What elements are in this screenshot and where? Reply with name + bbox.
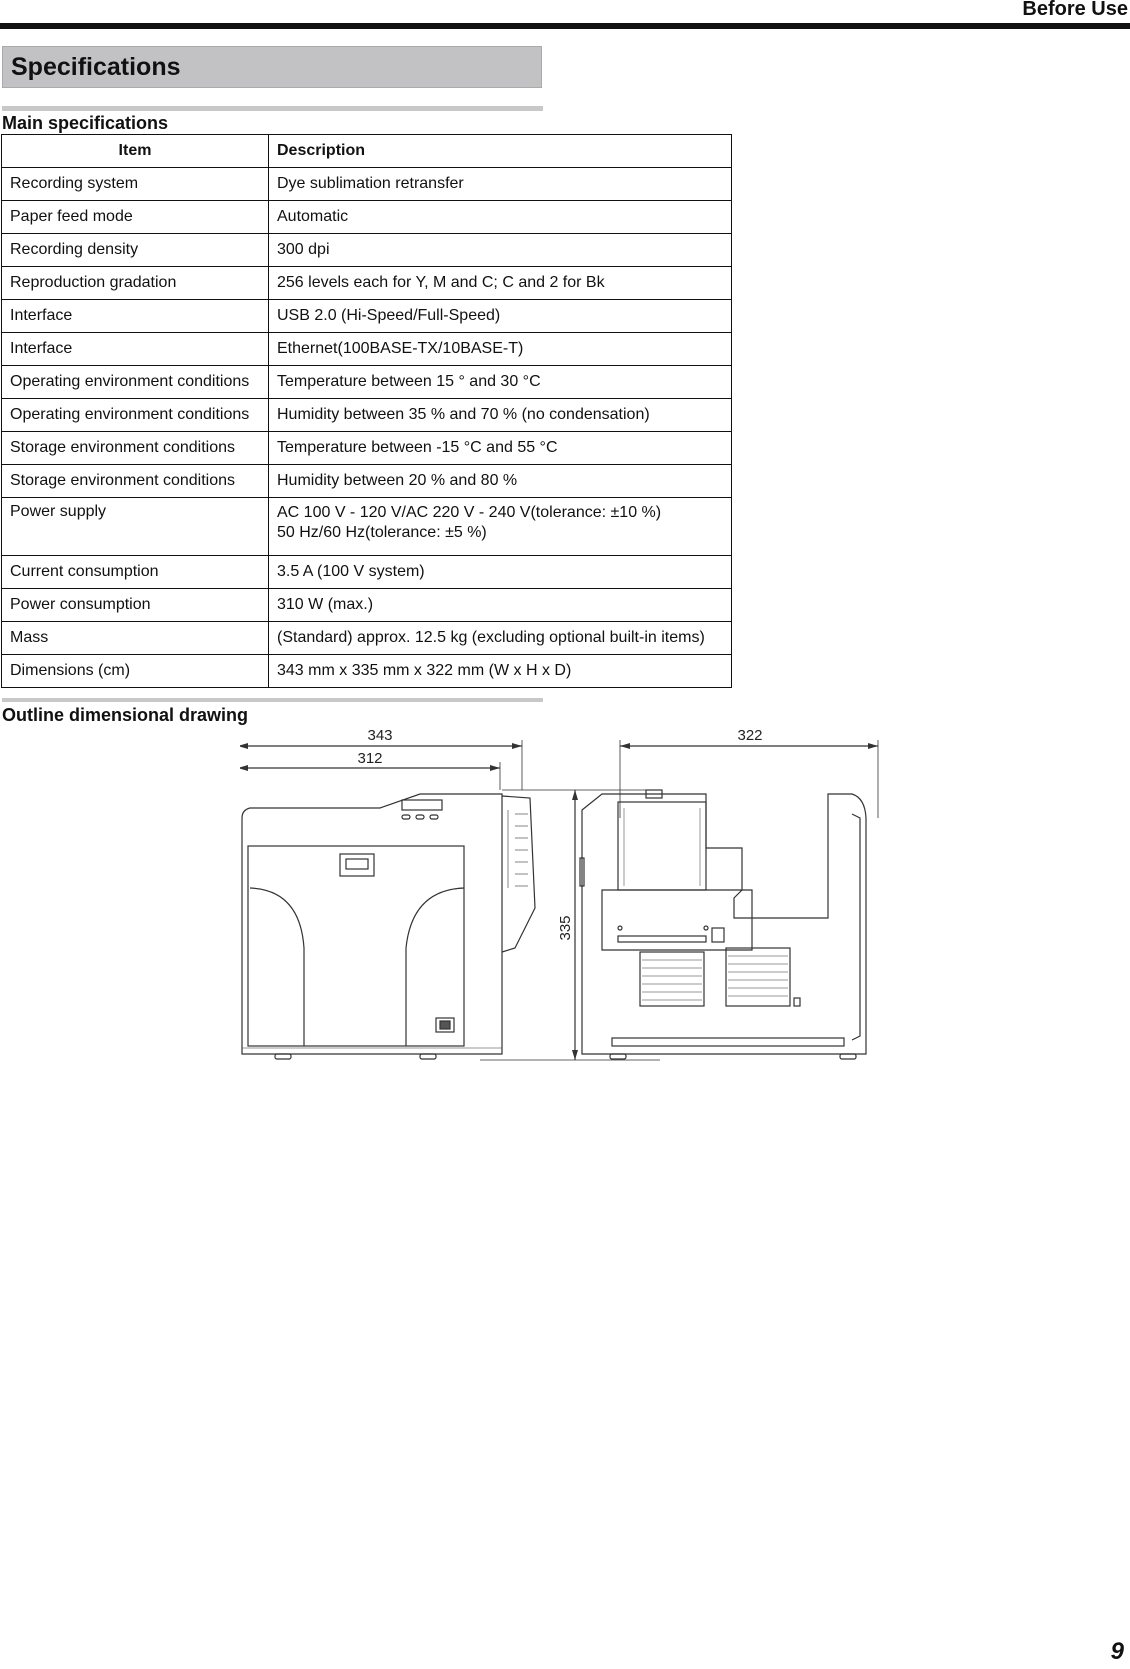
row-description: Humidity between 35 % and 70 % (no condensation) xyxy=(269,399,732,432)
dimension-label-343: 343 xyxy=(367,727,393,744)
row-description: Temperature between 15 ° and 30 °C xyxy=(269,366,732,399)
table-row xyxy=(2,556,732,589)
column-header-item: Item xyxy=(2,135,269,168)
row-description: 310 W (max.) xyxy=(269,589,732,622)
table-row xyxy=(2,465,732,498)
row-item: Operating environment conditions xyxy=(2,366,269,399)
table-row xyxy=(2,267,732,300)
row-description: 3.5 A (100 V system) xyxy=(269,556,732,589)
table-row xyxy=(2,655,732,688)
section-title: Specifications xyxy=(11,53,181,81)
section-underline xyxy=(2,106,543,111)
row-item: Power supply xyxy=(2,498,269,556)
row-item: Storage environment conditions xyxy=(2,465,269,498)
row-description: (Standard) approx. 12.5 kg (excluding optional built-in items) xyxy=(269,622,732,655)
row-description: 300 dpi xyxy=(269,234,732,267)
table-row xyxy=(2,201,732,234)
row-item: Dimensions (cm) xyxy=(2,655,269,688)
row-description: USB 2.0 (Hi-Speed/Full-Speed) xyxy=(269,300,732,333)
row-description: Ethernet(100BASE-TX/10BASE-T) xyxy=(269,333,732,366)
row-item: Recording system xyxy=(2,168,269,201)
specifications-table xyxy=(1,134,732,688)
dimension-label-322: 322 xyxy=(737,727,763,744)
printer-side-view xyxy=(580,790,866,1059)
section-title-band xyxy=(2,46,542,88)
running-header: Before Use xyxy=(1022,0,1128,20)
row-item: Paper feed mode xyxy=(2,201,269,234)
row-item: Current consumption xyxy=(2,556,269,589)
table-row xyxy=(2,333,732,366)
table-row xyxy=(2,589,732,622)
table-header-row xyxy=(2,135,732,168)
main-specs-heading: Main specifications xyxy=(2,113,169,133)
row-item: Storage environment conditions xyxy=(2,432,269,465)
column-header-description: Description xyxy=(269,135,732,168)
table-row xyxy=(2,300,732,333)
row-description-line-1: AC 100 V - 120 V/AC 220 V - 240 V(tolerance: ±10 %) xyxy=(277,504,662,521)
row-item: Operating environment conditions xyxy=(2,399,269,432)
table-row xyxy=(2,622,732,655)
row-item: Power consumption xyxy=(2,589,269,622)
row-description: Automatic xyxy=(269,201,732,234)
row-item: Interface xyxy=(2,300,269,333)
row-item: Mass xyxy=(2,622,269,655)
row-item: Reproduction gradation xyxy=(2,267,269,300)
table-row xyxy=(2,498,732,556)
table-bottom-shade xyxy=(2,698,543,702)
row-description: 343 mm x 335 mm x 322 mm (W x H x D) xyxy=(269,655,732,688)
table-row xyxy=(2,366,732,399)
row-item: Interface xyxy=(2,333,269,366)
row-description: Humidity between 20 % and 80 % xyxy=(269,465,732,498)
table-row xyxy=(2,168,732,201)
row-item: Recording density xyxy=(2,234,269,267)
page-number: 9 xyxy=(1110,1638,1124,1665)
printer-front-view xyxy=(242,794,535,1059)
header-rule xyxy=(0,23,1130,29)
row-description-line-2: 50 Hz/60 Hz(tolerance: ±5 %) xyxy=(277,524,487,541)
row-description: Dye sublimation retransfer xyxy=(269,168,732,201)
outline-drawing-heading: Outline dimensional drawing xyxy=(2,705,249,725)
dimension-label-312: 312 xyxy=(357,750,383,767)
table-row xyxy=(2,399,732,432)
table-row xyxy=(2,432,732,465)
dimension-lines xyxy=(240,740,878,1060)
dimension-label-335: 335 xyxy=(557,915,574,941)
row-description: Temperature between -15 °C and 55 °C xyxy=(269,432,732,465)
table-row xyxy=(2,234,732,267)
row-description: 256 levels each for Y, M and C; C and 2 for Bk xyxy=(269,267,732,300)
outline-dimensional-drawing xyxy=(240,718,890,1068)
row-description xyxy=(269,498,732,556)
